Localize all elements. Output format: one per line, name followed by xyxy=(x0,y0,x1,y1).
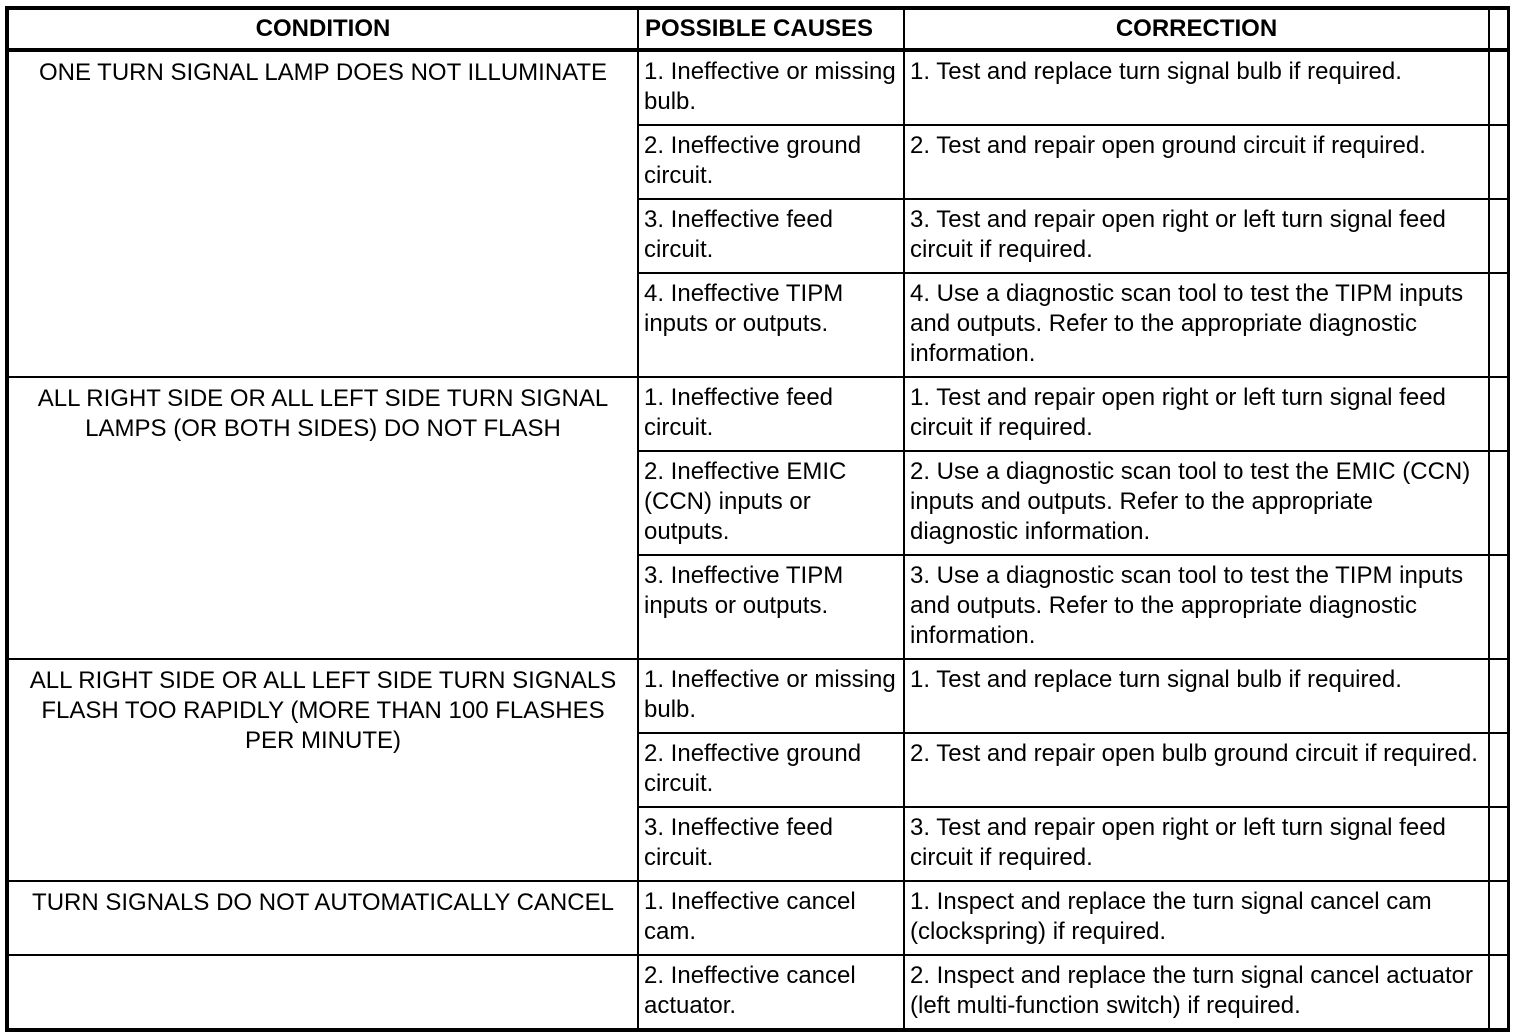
condition-cell-empty xyxy=(7,955,638,1030)
condition-cell: ALL RIGHT SIDE OR ALL LEFT SIDE TURN SIGNAL LAMPS (OR BOTH SIDES) DO NOT FLASH xyxy=(7,377,638,659)
cause-cell: 2. Ineffective EMIC (CCN) inputs or outputs. xyxy=(638,451,904,555)
edge-cell xyxy=(1489,555,1508,659)
condition-cell: ALL RIGHT SIDE OR ALL LEFT SIDE TURN SIGNALS FLASH TOO RAPIDLY (MORE THAN 100 FLASHES PER MINUTE) xyxy=(7,659,638,881)
edge-cell xyxy=(1489,273,1508,377)
cause-cell: 4. Ineffective TIPM inputs or outputs. xyxy=(638,273,904,377)
condition-cell: TURN SIGNALS DO NOT AUTOMATICALLY CANCEL xyxy=(7,881,638,955)
edge-cell xyxy=(1489,451,1508,555)
correction-cell: 1. Test and replace turn signal bulb if required. xyxy=(904,50,1489,125)
cause-cell: 1. Ineffective feed circuit. xyxy=(638,377,904,451)
header-row xyxy=(7,8,1508,50)
cause-cell: 3. Ineffective feed circuit. xyxy=(638,199,904,273)
table-row xyxy=(7,659,1508,733)
edge-cell xyxy=(1489,199,1508,273)
edge-cell xyxy=(1489,807,1508,881)
correction-cell: 1. Inspect and replace the turn signal cancel cam (clockspring) if required. xyxy=(904,881,1489,955)
correction-cell: 4. Use a diagnostic scan tool to test the TIPM inputs and outputs. Refer to the appropriate diagnostic information. xyxy=(904,273,1489,377)
header-correction: CORRECTION xyxy=(904,8,1489,50)
cause-cell: 1. Ineffective cancel cam. xyxy=(638,881,904,955)
diagnostic-table xyxy=(5,6,1510,1032)
edge-cell xyxy=(1489,50,1508,125)
edge-cell xyxy=(1489,881,1508,955)
edge-cell xyxy=(1489,733,1508,807)
cause-cell: 2. Ineffective cancel actuator. xyxy=(638,955,904,1030)
cause-cell: 3. Ineffective feed circuit. xyxy=(638,807,904,881)
correction-cell: 3. Use a diagnostic scan tool to test the TIPM inputs and outputs. Refer to the appropriate diagnostic information. xyxy=(904,555,1489,659)
correction-cell: 2. Use a diagnostic scan tool to test the EMIC (CCN) inputs and outputs. Refer to the appropriate diagnostic information. xyxy=(904,451,1489,555)
table-row xyxy=(7,881,1508,955)
cause-cell: 2. Ineffective ground circuit. xyxy=(638,733,904,807)
table-row xyxy=(7,50,1508,125)
cause-cell: 2. Ineffective ground circuit. xyxy=(638,125,904,199)
table-row xyxy=(7,377,1508,451)
correction-cell: 3. Test and repair open right or left turn signal feed circuit if required. xyxy=(904,807,1489,881)
correction-cell: 3. Test and repair open right or left turn signal feed circuit if required. xyxy=(904,199,1489,273)
edge-cell xyxy=(1489,377,1508,451)
edge-cell xyxy=(1489,659,1508,733)
cause-cell: 1. Ineffective or missing bulb. xyxy=(638,50,904,125)
header-possible-causes: POSSIBLE CAUSES xyxy=(638,8,904,50)
correction-cell: 2. Inspect and replace the turn signal cancel actuator (left multi-function switch) if required. xyxy=(904,955,1489,1030)
condition-cell: ONE TURN SIGNAL LAMP DOES NOT ILLUMINATE xyxy=(7,50,638,377)
header-condition: CONDITION xyxy=(7,8,638,50)
correction-cell: 1. Test and replace turn signal bulb if required. xyxy=(904,659,1489,733)
cause-cell: 1. Ineffective or missing bulb. xyxy=(638,659,904,733)
header-edge-cell xyxy=(1489,8,1508,50)
correction-cell: 2. Test and repair open bulb ground circuit if required. xyxy=(904,733,1489,807)
table-row xyxy=(7,955,1508,1030)
correction-cell: 2. Test and repair open ground circuit if required. xyxy=(904,125,1489,199)
cause-cell: 3. Ineffective TIPM inputs or outputs. xyxy=(638,555,904,659)
edge-cell xyxy=(1489,955,1508,1030)
correction-cell: 1. Test and repair open right or left turn signal feed circuit if required. xyxy=(904,377,1489,451)
edge-cell xyxy=(1489,125,1508,199)
